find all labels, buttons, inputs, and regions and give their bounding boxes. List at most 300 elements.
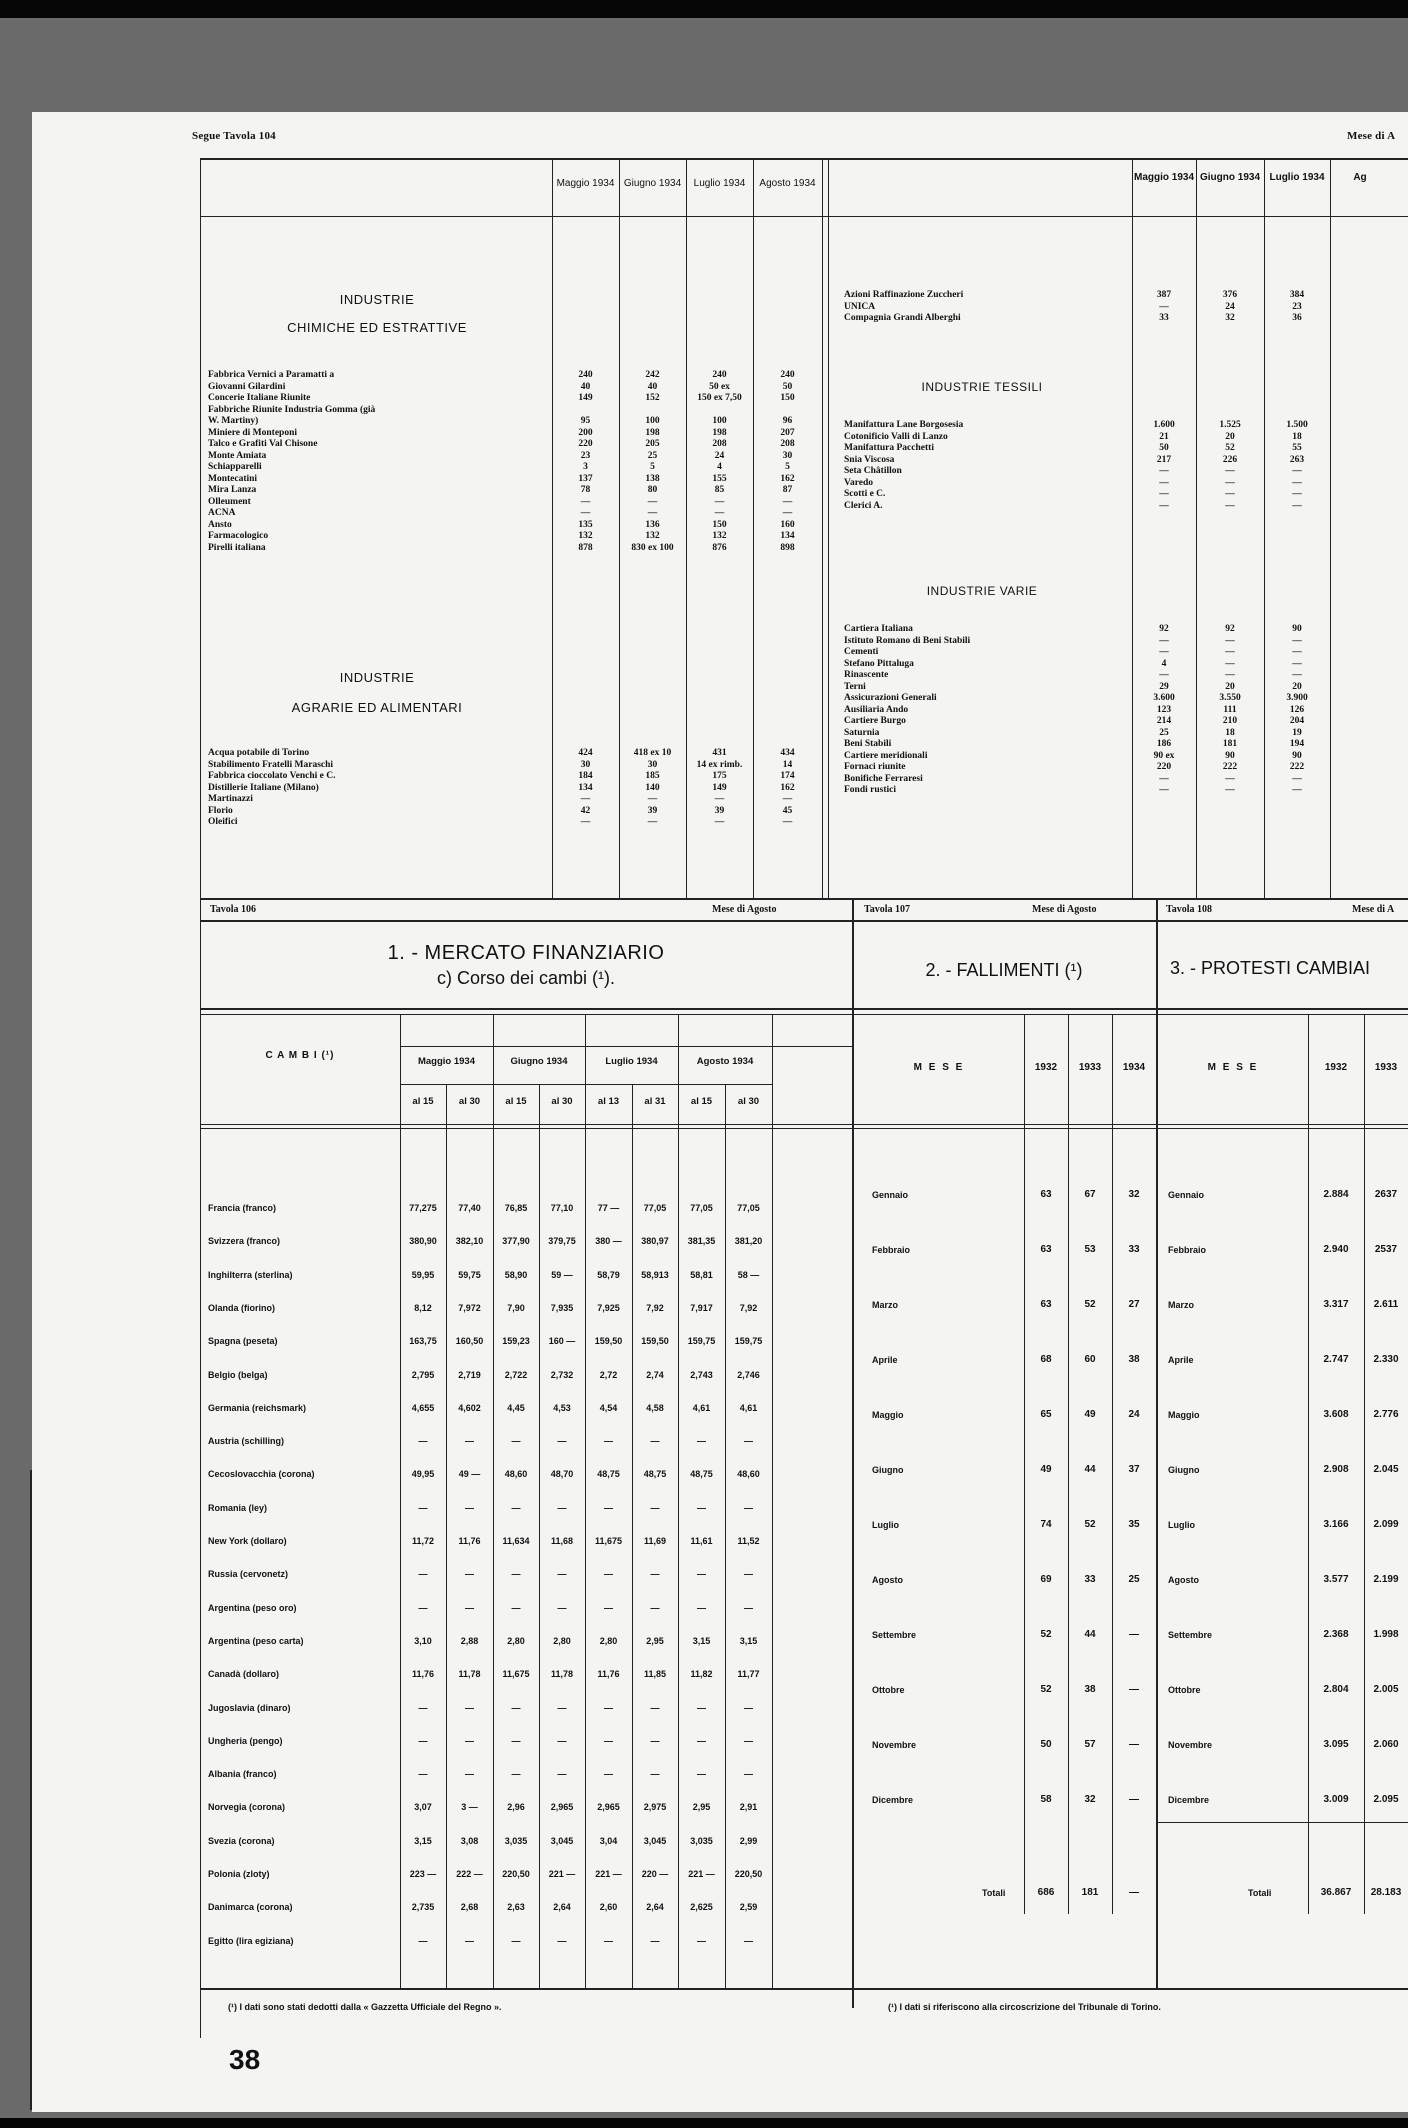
cell-value: — [418, 1502, 428, 1513]
table-row [208, 1791, 808, 1824]
table-row [1168, 1504, 1408, 1546]
cell-value: — [647, 817, 658, 827]
total-row [872, 1872, 1156, 1914]
cell-value: 223 — [409, 1869, 437, 1879]
cell-value: 60 [1084, 1354, 1096, 1365]
table-row [872, 1394, 1156, 1436]
table-row [844, 774, 1344, 785]
cell-value: 45 [782, 805, 793, 816]
table-row [208, 1925, 808, 1958]
total-1932: 36.867 [1320, 1887, 1352, 1898]
cell-value: — [604, 1436, 613, 1447]
cell-value: 100 [645, 416, 660, 426]
cell-value: — [744, 1602, 753, 1613]
table-row [208, 1658, 808, 1691]
cell-value: 11,61 [690, 1536, 713, 1546]
cell-value: 134 [578, 782, 593, 793]
row-label: Azioni Raffinazione Zuccheri [844, 290, 964, 300]
cell-value: 39 [714, 805, 725, 816]
row-label: Ungheria (pengo) [208, 1735, 283, 1746]
cell-value: — [418, 1436, 428, 1447]
running-header-right: Mese di A [1347, 130, 1396, 142]
section-title: INDUSTRIE VARIE [926, 584, 1038, 598]
cell-value: 48,60 [504, 1469, 528, 1480]
cell-value: — [1159, 477, 1169, 488]
table-row [844, 762, 1344, 773]
cell-value: 4,61 [692, 1402, 711, 1413]
cell-value: 20 [1225, 681, 1235, 692]
cell-value: 4,54 [599, 1402, 618, 1413]
table-row [208, 393, 828, 404]
cell-value: 14 [782, 759, 793, 770]
cell-value: 3.600 [1153, 693, 1175, 703]
cell-value: — [557, 1569, 567, 1580]
cell-value: 8,12 [414, 1302, 432, 1313]
cell-value: — [511, 1769, 521, 1780]
cell-value: — [744, 1769, 753, 1780]
table-row [844, 716, 1344, 727]
cell-value: — [1159, 647, 1169, 657]
cell-value: 11,82 [690, 1669, 713, 1680]
table-row [208, 1458, 808, 1491]
table-row [208, 748, 828, 759]
cell-value: 77,275 [409, 1203, 437, 1213]
table-row [208, 1259, 808, 1292]
cell-value: 80 [647, 485, 658, 495]
cell-value: 40 [580, 381, 591, 392]
rule [828, 158, 829, 898]
subcol-head: al 15 [412, 1096, 434, 1107]
cell-value: 1.998 [1373, 1629, 1399, 1640]
table-row [208, 817, 828, 828]
cell-value: 55 [1292, 443, 1302, 453]
table-row [844, 501, 1344, 512]
subcol-head: al 30 [737, 1096, 760, 1107]
subcol-head: al 30 [551, 1096, 573, 1107]
cell-value: 3,08 [460, 1835, 479, 1846]
row-label: Francia (franco) [208, 1203, 277, 1213]
row-label: Cotonificio Valli di Lanzo [844, 431, 948, 442]
cell-value: 204 [1289, 716, 1305, 726]
cell-value: 52 [1040, 1629, 1052, 1640]
cell-value: 32 [1128, 1189, 1140, 1200]
cell-value: — [1292, 670, 1302, 680]
cell-value: 898 [780, 542, 795, 553]
cell-value: 205 [645, 439, 660, 449]
table-row [844, 739, 1344, 750]
table-row [844, 489, 1344, 500]
cell-value: 2,63 [507, 1902, 525, 1913]
table-row [1168, 1449, 1408, 1491]
cell-value: 198 [712, 427, 727, 438]
cell-value: — [465, 1569, 474, 1580]
cell-value: 431 [712, 748, 727, 758]
table-row [208, 1325, 808, 1358]
page-number: 38 [229, 2044, 261, 2075]
cell-value: 42 [580, 805, 591, 816]
table-row [208, 416, 828, 427]
cell-value: — [650, 1602, 660, 1613]
cell-value: 876 [712, 542, 727, 553]
cell-value: 222 [1222, 762, 1238, 772]
row-label: Talco e Grafiti Val Chisone [208, 439, 318, 449]
cell-value: 2,746 [737, 1369, 760, 1380]
table-row [844, 785, 1344, 796]
table-row [208, 1692, 808, 1725]
cell-value: 3 — [461, 1802, 478, 1813]
cell-value: 58 — [737, 1269, 760, 1280]
cell-value: 186 [1156, 739, 1172, 749]
table-row [844, 466, 1344, 477]
row-label: Varedo [844, 477, 874, 488]
cell-value: 2637 [1374, 1189, 1398, 1200]
cell-value: — [1225, 670, 1235, 680]
cell-value: — [1225, 500, 1235, 511]
cell-value: 50 [1159, 443, 1169, 453]
row-label: Compagnia Grandi Alberghi [844, 313, 961, 323]
cell-value: — [604, 1769, 613, 1780]
row-label: Agosto [872, 1575, 903, 1585]
cell-value: 162 [780, 473, 795, 484]
row-label: Gennaio [872, 1190, 909, 1200]
row-label: Miniere di Monteponi [208, 427, 298, 438]
total-1932: 686 [1037, 1887, 1055, 1898]
cell-value: — [1225, 477, 1235, 488]
table-row [208, 428, 828, 439]
cell-value: — [1292, 466, 1302, 476]
cell-value: 3,035 [504, 1835, 528, 1846]
cell-value: 77,10 [550, 1203, 574, 1213]
cell-value: — [511, 1702, 521, 1713]
cell-value: — [714, 794, 725, 804]
cell-value: 11,675 [594, 1536, 623, 1546]
table-row [208, 474, 828, 485]
row-label: Norvegia (corona) [208, 1802, 286, 1813]
table-row [872, 1614, 1156, 1656]
total-1933: 28.183 [1370, 1887, 1402, 1898]
row-label: Monte Amiata [208, 450, 267, 461]
rule [1158, 1822, 1408, 1823]
table-row [208, 1725, 808, 1758]
cell-value: 132 [712, 531, 727, 541]
cell-value: — [697, 1502, 706, 1513]
table-row [1168, 1559, 1408, 1601]
cell-value: 2,625 [690, 1902, 713, 1913]
year-head: 1932 [1324, 1062, 1348, 1073]
cell-value: 2.368 [1323, 1629, 1349, 1640]
row-label: Fondi rustici [844, 785, 896, 795]
cell-value: 240 [712, 370, 727, 380]
month-head: Maggio 1934 [417, 1056, 476, 1067]
table-row [208, 1625, 808, 1658]
row-label: Aprile [872, 1355, 898, 1365]
cell-value: 222 — [456, 1869, 483, 1879]
cell-value: 74 [1040, 1519, 1052, 1530]
table-row [844, 432, 1344, 443]
cell-value: — [744, 1436, 753, 1447]
cell-value: — [465, 1436, 474, 1447]
cell-value: — [1159, 466, 1169, 476]
cell-value: 217 [1156, 454, 1172, 465]
cell-value: 242 [645, 370, 660, 380]
cell-value: 3.900 [1286, 693, 1308, 703]
cell-value: 222 [1289, 762, 1305, 772]
row-label: Agosto [1168, 1575, 1199, 1585]
row-label: Martinazzi [208, 794, 253, 804]
cell-value: — [465, 1602, 474, 1613]
cell-value: 240 [578, 370, 593, 380]
table-title: 3. - PROTESTI CAMBIAI [1170, 958, 1371, 978]
cell-value: 2,719 [458, 1369, 481, 1380]
row-label: Distillerie Italiane (Milano) [208, 782, 319, 793]
section-title: INDUSTRIE [339, 670, 415, 685]
cell-value: 138 [645, 473, 660, 484]
cell-value: 3 [583, 462, 588, 472]
cell-value: — [465, 1769, 474, 1780]
cell-value: 380,97 [641, 1236, 669, 1247]
cell-value: 38 [1128, 1354, 1140, 1365]
cell-value: — [1159, 301, 1169, 312]
cell-value: — [744, 1935, 753, 1946]
cell-value: 11,76 [597, 1669, 620, 1680]
cell-value: 36 [1292, 313, 1302, 323]
cell-value: 111 [1223, 704, 1237, 715]
cell-value: 878 [578, 542, 593, 553]
cell-value: 48,60 [737, 1469, 760, 1480]
cell-value: 68 [1040, 1354, 1052, 1365]
cell-value: 2,64 [553, 1902, 571, 1913]
row-label: Manifattura Lane Borgosesia [844, 420, 964, 430]
table-row [1168, 1724, 1408, 1766]
cell-value: — [1159, 489, 1169, 499]
rule [400, 1084, 772, 1085]
table-label: Tavola 106 [210, 904, 257, 915]
cell-value: 48,75 [690, 1469, 713, 1480]
table-row [844, 728, 1344, 739]
cell-value: 24 [714, 450, 725, 461]
cell-value: 11,78 [458, 1669, 481, 1680]
total-label: Totali [982, 1888, 1006, 1898]
cell-value: — [511, 1569, 521, 1580]
cell-value: 149 [578, 393, 593, 403]
cell-value: 52 [1225, 443, 1235, 453]
row-label: Manifattura Pacchetti [844, 443, 934, 453]
cell-value: 2,72 [599, 1369, 618, 1380]
cell-value: 221 — [595, 1869, 622, 1879]
cell-value: 29 [1159, 681, 1169, 692]
cell-value: 150 ex 7,50 [697, 393, 742, 403]
cell-value: 2,74 [646, 1369, 664, 1380]
cell-value: 2.330 [1373, 1354, 1399, 1365]
cell-value: 100 [712, 416, 727, 426]
cell-value: 69 [1040, 1574, 1052, 1585]
cell-value: — [604, 1502, 613, 1513]
table-row [208, 497, 828, 508]
cell-value: 3.577 [1323, 1574, 1349, 1585]
cell-value: 160 — [548, 1336, 576, 1347]
cell-value: 52 [1040, 1684, 1052, 1695]
row-label: Ansto [208, 519, 232, 530]
cell-value: 7,92 [739, 1302, 758, 1313]
cell-value: 30 [647, 759, 658, 770]
cell-value: — [697, 1436, 706, 1447]
row-label: Scotti e C. [844, 489, 886, 499]
table-row [208, 451, 828, 462]
cell-value: 830 ex 100 [631, 542, 674, 553]
cell-value: — [1159, 635, 1169, 646]
cell-value: 2.884 [1323, 1189, 1349, 1200]
cell-value: — [647, 794, 658, 804]
cell-value: 48,75 [597, 1469, 620, 1480]
rule [832, 216, 1408, 217]
col-head: Luglio 1934 [693, 178, 746, 189]
cell-value: — [580, 817, 591, 827]
table-row [208, 1558, 808, 1591]
cell-value: 58,79 [597, 1269, 620, 1280]
cell-value: — [1292, 773, 1302, 784]
table-row [1168, 1779, 1408, 1821]
col-head: Maggio 1934 [1133, 172, 1195, 183]
cell-value: 174 [780, 771, 795, 781]
subcol-head: al 15 [505, 1096, 527, 1107]
cell-value: — [557, 1602, 567, 1613]
row-label: UNICA [844, 301, 876, 312]
row-label: Rinascente [844, 670, 889, 680]
table-row [208, 543, 828, 554]
table-row [208, 1825, 808, 1858]
cell-value: 2,96 [507, 1802, 525, 1813]
cell-value: — [557, 1769, 567, 1780]
cell-value: — [1225, 785, 1235, 795]
cell-value: 2,60 [599, 1902, 618, 1913]
rule [854, 1008, 1408, 1010]
row-label: Fabbrica cioccolato Venchi e C. [208, 771, 336, 781]
month-head: Giugno 1934 [510, 1056, 568, 1067]
cell-value: — [1129, 1794, 1139, 1805]
cell-value: 4,655 [411, 1402, 435, 1413]
month-label: Mese di Agosto [1032, 904, 1097, 915]
cell-value: — [782, 794, 793, 804]
cell-value: 379,75 [548, 1236, 576, 1247]
cell-value: — [580, 794, 591, 804]
table-label: Tavola 107 [864, 904, 911, 915]
cell-value: 3,035 [690, 1835, 713, 1846]
year-head: 1934 [1122, 1062, 1146, 1073]
cell-value: — [418, 1702, 428, 1713]
col-head: Luglio 1934 [1269, 172, 1325, 183]
cell-value: 159,23 [502, 1336, 530, 1347]
row-label: Argentina (peso oro) [208, 1602, 297, 1613]
cell-value: 2.045 [1373, 1464, 1399, 1475]
cell-value: 5 [650, 462, 655, 472]
table-row [208, 1192, 808, 1225]
cell-value: 2.005 [1373, 1684, 1399, 1695]
cell-value: — [1225, 773, 1235, 784]
cell-value: 4 [1161, 658, 1167, 669]
cell-value: 160 [780, 519, 795, 530]
cell-value: 198 [645, 427, 660, 438]
cell-value: 3.095 [1323, 1739, 1349, 1750]
cell-value: 377,90 [502, 1236, 530, 1247]
row-label: Aprile [1168, 1355, 1194, 1365]
table-row [208, 520, 828, 531]
row-label: Fornaci riunite [844, 762, 906, 772]
cell-value: 159,50 [641, 1336, 669, 1347]
cell-value: 59,75 [458, 1269, 481, 1280]
cell-value: 48,75 [643, 1469, 667, 1480]
cell-value: 2.060 [1373, 1739, 1399, 1750]
row-label: Inghilterra (sterlina) [208, 1269, 293, 1280]
cell-value: — [697, 1569, 706, 1580]
row-label: Beni Stabili [844, 739, 892, 749]
cell-value: — [697, 1602, 706, 1613]
cell-value: 2,722 [504, 1369, 528, 1380]
cell-value: — [650, 1769, 660, 1780]
table-row [208, 508, 828, 519]
table-row [844, 420, 1344, 431]
row-label: Dicembre [1168, 1795, 1210, 1805]
rule [200, 1124, 852, 1125]
table-row [208, 405, 828, 416]
row-label: ACNA [208, 508, 236, 518]
cell-value: 136 [645, 519, 660, 530]
row-label: Luglio [1168, 1520, 1195, 1530]
cell-value: 19 [1292, 727, 1302, 738]
cell-value: 63 [1040, 1299, 1052, 1310]
row-label: New York (dollaro) [208, 1536, 287, 1546]
cell-value: 387 [1156, 290, 1172, 300]
row-label: Maggio [1168, 1410, 1200, 1420]
table-row [844, 682, 1344, 693]
cell-value: 44 [1084, 1464, 1096, 1475]
table-row [872, 1779, 1156, 1821]
cell-value: 159,50 [594, 1336, 623, 1347]
cell-value: 3,15 [739, 1635, 758, 1646]
cell-value: — [557, 1735, 567, 1746]
cell-value: 220 [1156, 762, 1172, 772]
cell-value: 132 [578, 531, 593, 541]
cell-value: 3,15 [692, 1635, 711, 1646]
cell-value: 214 [1156, 716, 1172, 726]
cell-value: 4,53 [553, 1402, 571, 1413]
cell-value: — [511, 1602, 521, 1613]
table-row [844, 313, 1344, 324]
cell-value: — [1159, 785, 1169, 795]
cell-value: 137 [578, 473, 593, 484]
cell-value: — [647, 508, 658, 518]
table-row [208, 485, 828, 496]
cell-value: 2,80 [553, 1635, 571, 1646]
table-row [844, 705, 1344, 716]
table-row [844, 302, 1344, 313]
month-head: Luglio 1934 [605, 1056, 658, 1067]
cell-value: 25 [1159, 727, 1169, 738]
cell-value: — [465, 1735, 474, 1746]
row-label: Cementi [844, 647, 879, 657]
table-row [208, 1592, 808, 1625]
cell-value: 58 [1040, 1794, 1052, 1805]
row-label: Cartiere meridionali [844, 750, 928, 761]
cell-value: 3.166 [1323, 1519, 1349, 1530]
cell-value: 35 [1128, 1519, 1140, 1530]
cell-value: 7,935 [550, 1302, 574, 1313]
cell-value: 39 [647, 805, 658, 816]
section-title: CHIMICHE ED ESTRATTIVE [287, 320, 467, 335]
table-row [208, 806, 828, 817]
total-row [1168, 1872, 1408, 1914]
cell-value: 210 [1222, 716, 1238, 726]
cell-value: 92 [1159, 624, 1169, 634]
